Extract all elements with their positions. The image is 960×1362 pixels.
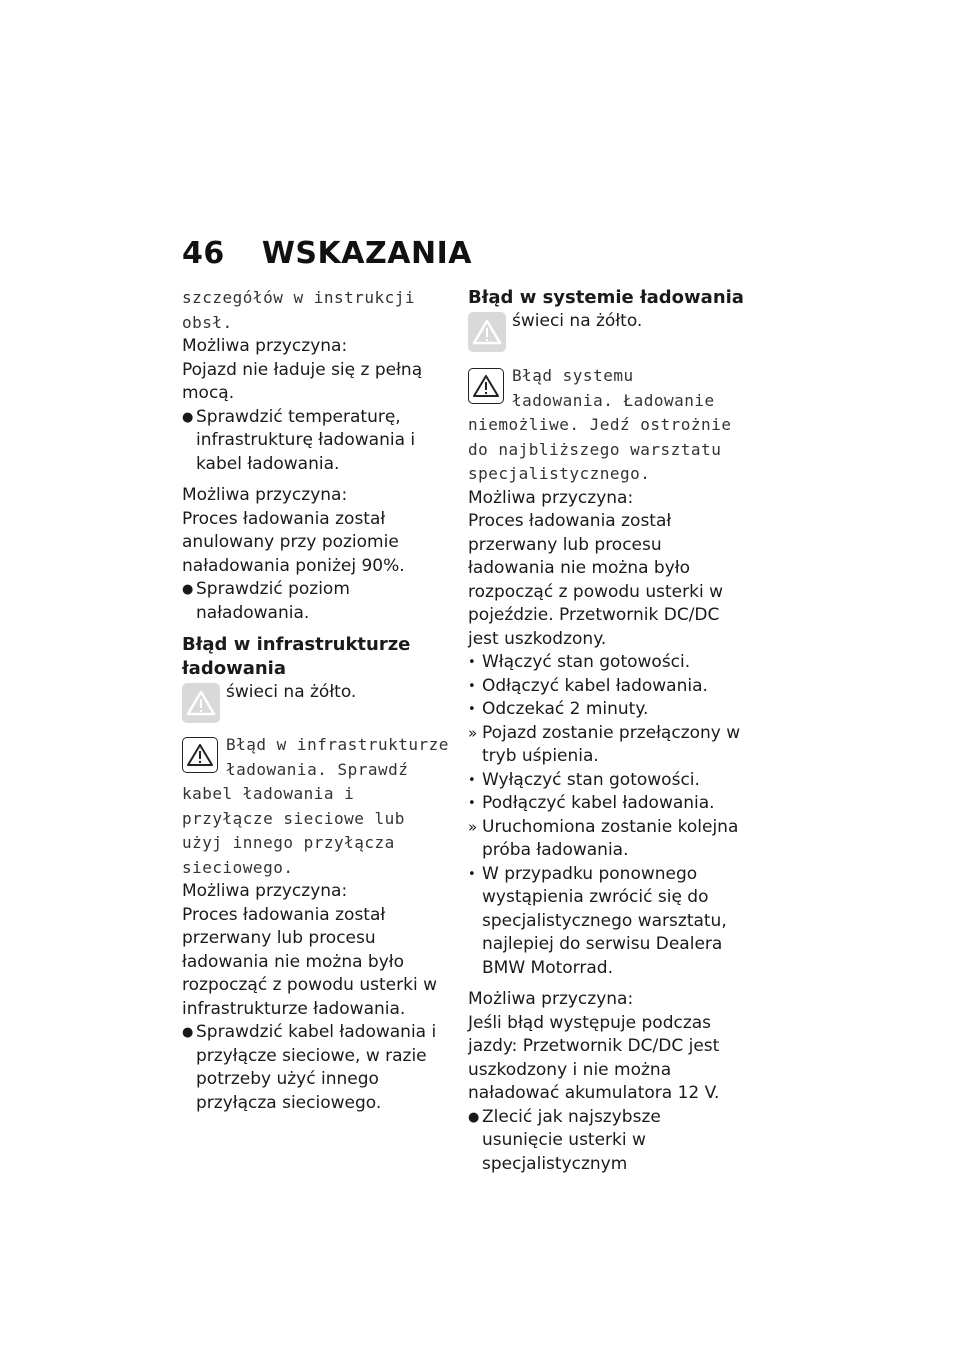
page-number: 46	[182, 236, 225, 271]
warning-triangle-icon	[468, 312, 506, 352]
result-item: » Pojazd zostanie przełączony w tryb uśpienia.	[468, 722, 741, 766]
indicator-text: świeci na żółto.	[512, 311, 643, 331]
list-item: ● Sprawdzić kabel ładowania i przyłącze sieciowe, w razie potrzeby użyć innego przyłącza sieciowego.	[182, 1022, 437, 1113]
cause-label: Możliwa przyczyna:	[468, 487, 634, 508]
cause-label: Możliwa przyczyna:	[182, 485, 348, 505]
bullet-marker: •	[468, 772, 476, 788]
bullet-marker: •	[468, 655, 476, 670]
left-column	[182, 286, 452, 1115]
list-item: ● Sprawdzić temperaturę, infrastrukturę ładowania i kabel ładowania.	[182, 406, 416, 474]
cause-label: Możliwa przyczyna:	[182, 336, 348, 356]
list-item: • Wyłączyć stan gotowości.	[468, 769, 744, 793]
display-message-text: Błąd w infrastrukturze ładowania. Sprawdź kabel ładowania i przyłącze sieciowe lub użyj innego przyłącza sieciowego.	[182, 735, 449, 877]
cause-text: Jeśli błąd występuje podczas jazdy: Przetwornik DC/DC jest uszkodzony i nie można naładować akumulatora 12 V.	[468, 1012, 720, 1103]
warning-triangle-icon	[182, 683, 220, 723]
cause-label: Możliwa przyczyna:	[182, 881, 348, 901]
bullet-marker: ●	[468, 1109, 480, 1125]
cause-text: Proces ładowania został przerwany lub procesu ładowania nie można było rozpocząć z powodu usterki w infrastrukturze ładowania.	[182, 904, 437, 1019]
indicator-row	[468, 310, 744, 352]
list-item: • Odłączyć kabel ładowania.	[468, 675, 744, 699]
cause-text: Proces ładowania został przerwany lub procesu ładowania nie można było rozpocząć z powodu usterki w pojeździe. Przetwornik DC/DC jest uszkodzony.	[468, 511, 723, 649]
list-item: • Włączyć stan gotowości.	[468, 651, 744, 675]
list-item: • Odczekać 2 minuty.	[468, 698, 744, 722]
result-item: » Uruchomiona zostanie kolejna próba ładowania.	[468, 816, 739, 860]
list-item: • Podłączyć kabel ładowania.	[468, 792, 744, 816]
bullet-marker: •	[468, 796, 476, 811]
indicator-row	[182, 681, 452, 723]
bullet-marker: •	[468, 702, 476, 717]
bullet-marker: ●	[182, 582, 194, 597]
warning-triangle-outline-icon	[182, 737, 218, 773]
section-heading: Błąd w systemie ładowania	[468, 287, 744, 308]
right-column	[468, 286, 744, 1176]
steps-list	[468, 651, 744, 980]
bullet-marker: •	[468, 866, 476, 882]
display-message	[182, 733, 452, 880]
indicator-text: świeci na żółto.	[226, 682, 357, 702]
list-item: • W przypadku ponownego wystąpienia zwrócić się do specjalistycznego warsztatu, najlepiej do serwisu Dealera BMW Motorrad.	[468, 863, 727, 978]
cause-label: Możliwa przyczyna:	[468, 989, 634, 1009]
bullet-marker: •	[468, 678, 476, 694]
bullet-marker: ●	[182, 409, 194, 425]
bullet-marker: ●	[182, 1025, 194, 1040]
list-item: ● Sprawdzić poziom naładowania.	[182, 579, 350, 623]
cause-text: Proces ładowania został anulowany przy poziomie naładowania poniżej 90%.	[182, 508, 405, 576]
page-header	[182, 236, 472, 276]
section-heading: Błąd w infrastrukturze ładowania	[182, 634, 411, 679]
display-message-continued: szczegółów w instrukcji obsł.	[182, 288, 416, 332]
result-marker: »	[468, 817, 478, 836]
result-marker: »	[468, 723, 478, 742]
section-title: WSKAZANIA	[261, 236, 472, 271]
cause-text: Pojazd nie ładuje się z pełną mocą.	[182, 359, 423, 403]
display-message-text: Błąd systemu ładowania. Ładowanie niemożliwe. Jedź ostrożnie do najbliższego warsztatu specjalistycznego.	[468, 366, 732, 483]
warning-triangle-outline-icon	[468, 368, 504, 404]
list-item: ● Zlecić jak najszybsze usunięcie usterki w specjalistycznym	[468, 1106, 661, 1174]
display-message	[468, 364, 744, 487]
